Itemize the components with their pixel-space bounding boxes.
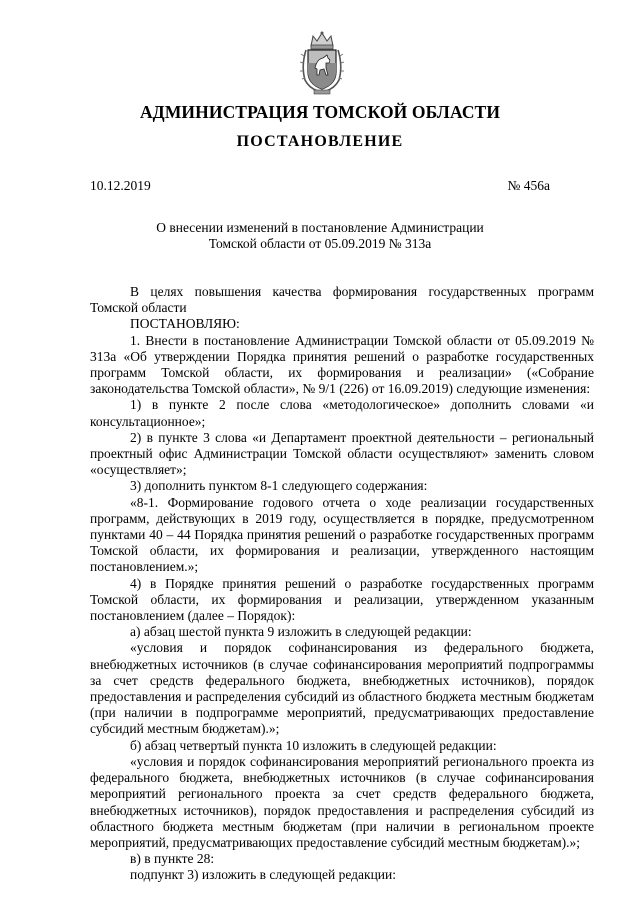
- document-body: [90, 284, 594, 884]
- tomsk-region-coat-of-arms-icon: [300, 30, 344, 96]
- subject-line-2: Томской области от 05.09.2019 № 313а: [208, 236, 432, 251]
- body-paragraph-8: 4) в Порядке принятия решений о разработке государственных программ Томской области, их формирования и реализации, утвержденном указанным постановлением (далее – Порядок):: [90, 575, 594, 624]
- subject-line-1: О внесении изменений в постановление Администрации: [156, 220, 484, 235]
- body-paragraph-12: «условия и порядок софинансирования мероприятий регионального проекта из федерального бюджета, внебюджетных источников (в случае софинансирования мероприятий регионального проекта за счет средств федерального бюджета, внебюджетных источников), порядок предоставления и распределения субсидий из областного бюджета местным бюджетам (при наличии в региональном проекте мероприятий, предусматривающих предоставление субсидий местным бюджетам).»;: [90, 753, 594, 850]
- body-paragraph-7: «8-1. Формирование годового отчета о ходе реализации государственных программ, действующих в 2019 году, осуществляется в порядке, предусмотренном пунктами 40 – 44 Порядка принятия решений о разработке государственных программ Томской области, их формирования и реализации, утвержденного настоящим постановлением.»;: [90, 494, 594, 575]
- document-number: № 456а: [507, 178, 550, 193]
- body-paragraph-3: 1. Внести в постановление Администрации Томской области от 05.09.2019 № 313а «Об утверждении Порядка принятия решений о разработке государственных программ Томской области, их формирования и реализации» («Собрание законодательства Томской области», № 9/1 (226) от 16.09.2019) следующие изменения:: [90, 332, 594, 397]
- document-date: 10.12.2019: [90, 178, 151, 193]
- document-type: ПОСТАНОВЛЕНИЕ: [236, 133, 404, 150]
- body-paragraph-14: подпункт 3) изложить в следующей редакции:: [130, 867, 397, 883]
- body-paragraph-11: б) абзац четвертый пункта 10 изложить в следующей редакции:: [130, 737, 497, 753]
- body-paragraph-4: 1) в пункте 2 после слова «методологическое» дополнить словами «и консультационное»;: [90, 397, 594, 429]
- body-paragraph-13: в) в пункте 28:: [130, 851, 215, 867]
- body-paragraph-1: В целях повышения качества формирования государственных программ Томской области: [90, 284, 594, 316]
- body-paragraph-6: 3) дополнить пунктом 8-1 следующего содержания:: [130, 478, 428, 494]
- body-paragraph-2: ПОСТАНОВЛЯЮ:: [130, 316, 240, 332]
- body-paragraph-5: 2) в пункте 3 слова «и Департамент проектной деятельности – региональный проектный офис Администрации Томской области осуществляют» заменить словом «осуществляет»;: [90, 429, 594, 478]
- body-paragraph-10: «условия и порядок софинансирования из федерального бюджета, внебюджетных источников (в случае софинансирования мероприятий подпрограммы за счет средств федерального бюджета, внебюджетных источников), порядок предоставления и распределения субсидий из областного бюджета местным бюджетам (при наличии в подпрограмме мероприятий, предусматривающих предоставление субсидий местным бюджетам).»;: [90, 640, 594, 737]
- document-subject: [0, 220, 640, 252]
- body-paragraph-9: а) абзац шестой пункта 9 изложить в следующей редакции:: [130, 624, 472, 640]
- organization-title: АДМИНИСТРАЦИЯ ТОМСКОЙ ОБЛАСТИ: [139, 102, 501, 122]
